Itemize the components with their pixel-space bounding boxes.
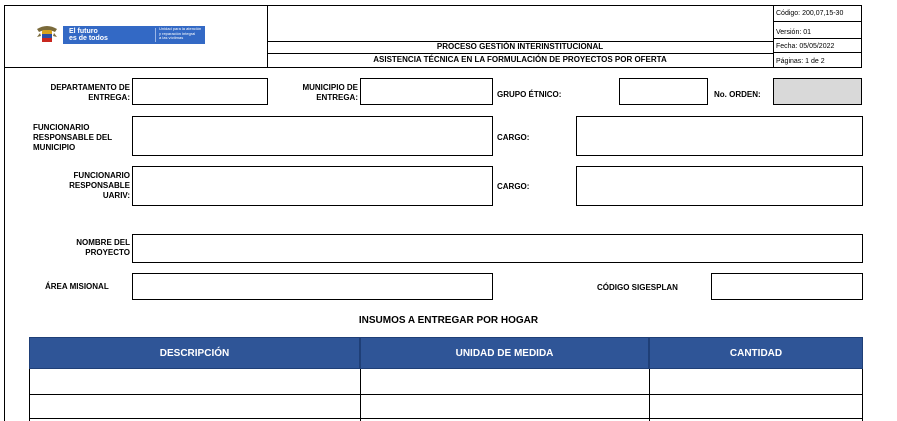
process-title: PROCESO GESTIÓN INTERINSTITUCIONAL	[436, 42, 604, 51]
municipio-field[interactable]	[360, 78, 493, 105]
page-left-border	[4, 5, 5, 421]
municipio-label	[280, 83, 358, 103]
meta-line-2	[773, 38, 861, 39]
logo-tagline	[159, 27, 201, 41]
nombre-proyecto-l2: PROYECTO	[85, 248, 130, 257]
funcionario-uariv-label	[20, 171, 130, 201]
column-header-unidad: UNIDAD DE MEDIDA	[360, 337, 649, 369]
cargo-1-label: CARGO:	[497, 133, 530, 142]
doc-version: Versión: 01	[776, 29, 812, 36]
funcionario-uariv-field[interactable]	[132, 166, 493, 206]
column-header-cantidad: CANTIDAD	[649, 337, 863, 369]
table-cell[interactable]	[361, 395, 649, 418]
header-right-border	[861, 5, 862, 67]
departamento-label	[20, 83, 130, 103]
funcionario-uariv-l1: FUNCIONARIO	[73, 171, 130, 180]
funcionario-municipio-l3: MUNICIPIO	[33, 143, 76, 152]
table-border-right	[862, 369, 863, 421]
codigo-sigesplan-label: CÓDIGO SIGESPLAN	[597, 283, 678, 292]
cargo-2-field[interactable]	[576, 166, 863, 206]
table-row-line-2	[29, 418, 863, 419]
funcionario-uariv-l2: RESPONSABLE	[69, 181, 130, 190]
table-cell[interactable]	[361, 370, 649, 394]
header-line-title	[267, 53, 773, 54]
header-top-border	[4, 5, 862, 6]
table-cell[interactable]	[650, 370, 862, 394]
column-header-descripcion: DESCRIPCIÓN	[29, 337, 360, 369]
no-orden-label: No. ORDEN:	[714, 90, 761, 99]
municipio-label-l2: ENTREGA:	[316, 93, 358, 102]
grupo-etnico-label: GRUPO ÉTNICO:	[497, 90, 562, 99]
municipio-label-l1: MUNICIPIO DE	[302, 83, 358, 92]
area-misional-field[interactable]	[132, 273, 493, 300]
funcionario-municipio-field[interactable]	[132, 116, 493, 156]
grupo-etnico-field[interactable]	[619, 78, 708, 105]
nombre-proyecto-field[interactable]	[132, 234, 863, 263]
logo	[35, 24, 210, 46]
document-title: ASISTENCIA TÉCNICA EN LA FORMULACIÓN DE PROYECTOS POR OFERTA	[373, 55, 667, 64]
departamento-label-l2: ENTREGA:	[88, 93, 130, 102]
departamento-label-l1: DEPARTAMENTO DE	[50, 83, 130, 92]
departamento-field[interactable]	[132, 78, 268, 105]
funcionario-municipio-label	[33, 123, 133, 153]
logo-line-1: El futuro	[69, 28, 98, 35]
funcionario-municipio-l1: FUNCIONARIO	[33, 123, 90, 132]
logo-tagline-3: a las víctimas	[159, 35, 184, 40]
table-cell[interactable]	[30, 395, 360, 418]
section-title: INSUMOS A ENTREGAR POR HOGAR	[358, 315, 539, 326]
area-misional-label: ÁREA MISIONAL	[45, 282, 109, 291]
codigo-sigesplan-field[interactable]	[711, 273, 863, 300]
logo-tagline-2: y reparación integral	[159, 30, 196, 36]
table-cell[interactable]	[30, 370, 360, 394]
nombre-proyecto-l1: NOMBRE DEL	[76, 238, 130, 247]
meta-line-3	[773, 52, 861, 53]
logo-text	[69, 28, 108, 42]
logo-line-2: es de todos	[69, 35, 108, 42]
meta-line-1	[773, 21, 861, 22]
doc-code: Código: 200,07,15-30	[776, 10, 844, 17]
table-cell[interactable]	[650, 395, 862, 418]
no-orden-field[interactable]	[773, 78, 862, 105]
logo-separator	[155, 28, 156, 42]
funcionario-uariv-l3: UARIV:	[102, 191, 130, 200]
coat-of-arms-icon	[35, 24, 59, 46]
doc-pages: Páginas: 1 de 2	[776, 58, 825, 65]
header-divider-meta	[773, 5, 774, 67]
cargo-1-field[interactable]	[576, 116, 863, 156]
doc-date: Fecha: 05/05/2022	[776, 43, 835, 50]
funcionario-municipio-l2: RESPONSABLE DEL	[33, 133, 113, 142]
logo-tagline-1: Unidad para la atención	[159, 26, 202, 31]
header-bottom-border	[4, 67, 862, 68]
cargo-2-label: CARGO:	[497, 182, 530, 191]
nombre-proyecto-label	[20, 238, 130, 258]
